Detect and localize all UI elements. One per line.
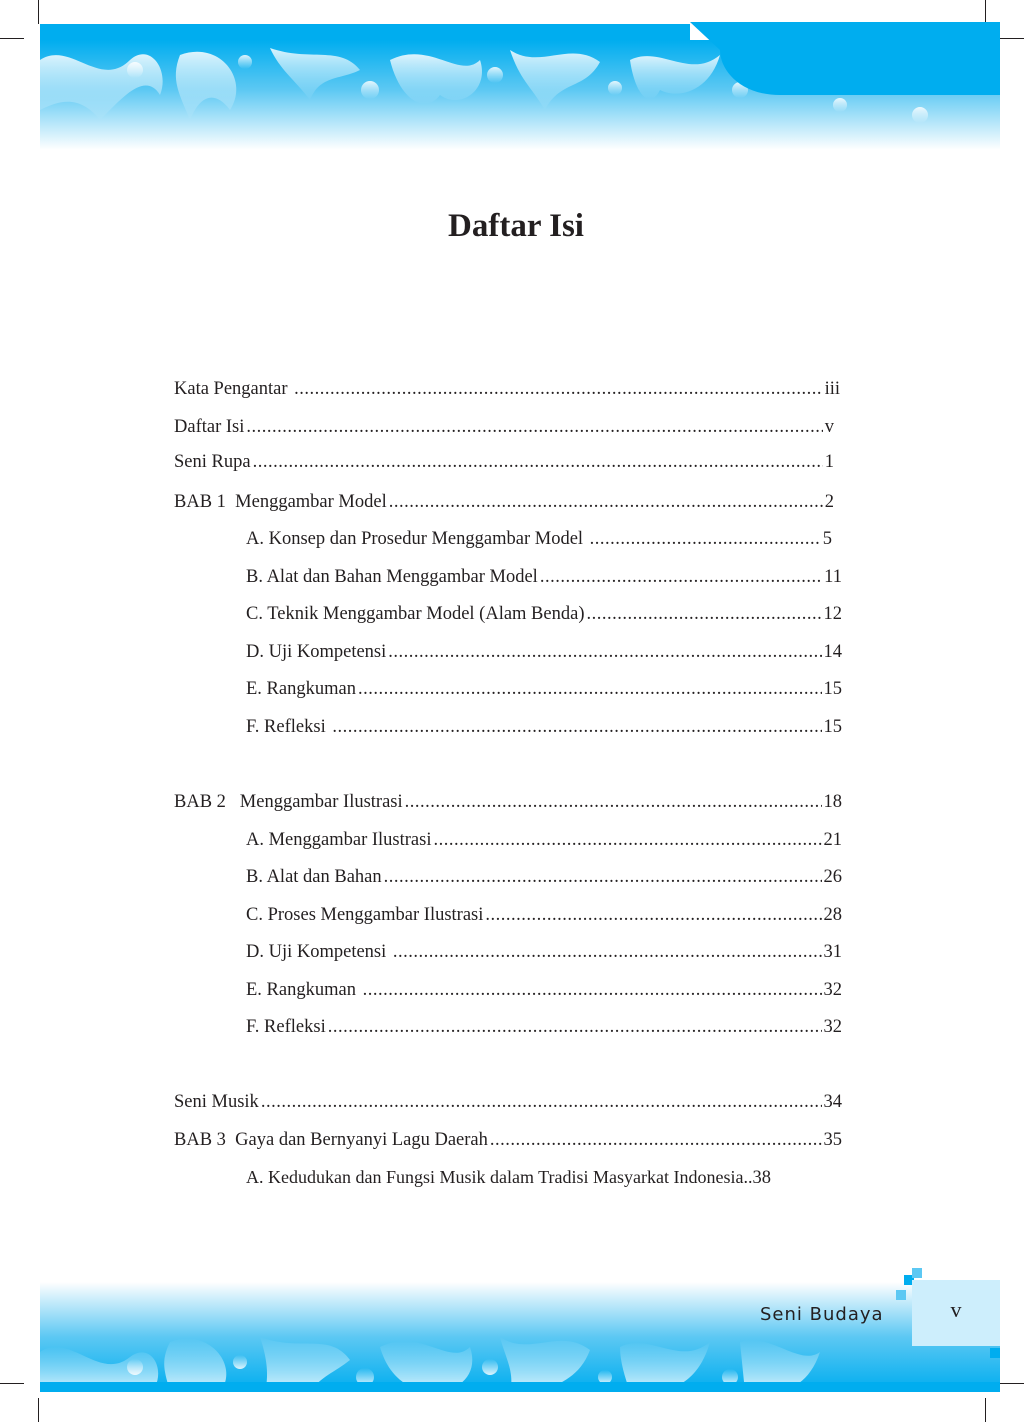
crop-mark [985,1398,986,1422]
toc-entry-label: F. Refleksi [246,1017,326,1037]
toc-entry-page: 34 [823,1092,842,1112]
header-ornament-band [40,0,1000,150]
header-ornament-pattern [40,0,1000,150]
toc-entry [246,640,842,664]
toc-entry [246,565,842,589]
toc-entry [246,865,842,889]
toc-entry-page: 26 [823,867,842,887]
toc-entry-label: Seni Musik [174,1092,259,1112]
toc-leader [363,978,822,1002]
toc-entry-page: 5 [822,529,832,549]
page-number: v [912,1280,1000,1346]
toc-leader [405,790,822,814]
toc-entry-label: Seni Rupa [174,452,251,472]
footer-ornament-pattern [40,1282,1000,1392]
toc-leader [332,715,821,739]
toc-entry-page: iii [824,379,840,399]
crop-mark [0,38,24,39]
toc-entry-label: BAB 1 Menggambar Model [174,492,387,512]
pixel-decoration [990,1348,1000,1358]
toc-entry [246,527,832,551]
pixel-decoration [912,1268,922,1278]
crop-mark [1000,38,1024,39]
toc-leader [358,677,822,701]
crop-mark [38,1398,39,1422]
toc-leader [294,377,822,401]
toc-leader [246,415,822,439]
toc-entry-label: C. Proses Menggambar Ilustrasi [246,905,484,925]
toc-entry [246,903,842,927]
toc-entry-label: A. Konsep dan Prosedur Menggambar Model [246,529,588,549]
toc-entry [246,715,842,739]
toc-entry-page: 21 [823,830,842,850]
toc-entry-label: F. Refleksi [246,717,331,737]
toc-leader [540,565,822,589]
toc-entry [246,940,842,964]
toc-entry-page: 2 [824,492,834,512]
toc-leader [253,450,823,474]
toc-entry-label: Kata Pengantar [174,379,293,399]
toc-leader [261,1090,822,1114]
toc-leader [384,865,822,889]
toc-entry [174,790,842,814]
toc-entry [174,1090,842,1114]
toc-entry-label: D. Uji Kompetensi [246,642,387,662]
toc-entry-page: 32 [823,1017,842,1037]
toc-entry-label: A. Menggambar Ilustrasi [246,830,432,850]
toc-entry-label: D. Uji Kompetensi [246,942,391,962]
toc-entry [174,450,834,474]
crop-mark [1000,1383,1024,1384]
toc-entry [174,377,840,401]
page-title: Daftar Isi [448,208,584,244]
toc-entry-page: 18 [823,792,842,812]
toc-entry-page: 28 [823,905,842,925]
toc-entry-label: Daftar Isi [174,417,245,437]
footer-book-title: Seni Budaya [760,1304,884,1325]
toc-leader [485,903,821,927]
toc-entry-label: BAB 3 Gaya dan Bernyanyi Lagu Daerah [174,1130,488,1150]
toc-entry-page: 12 [823,604,842,624]
pixel-decoration [896,1290,906,1300]
toc-entry-label: C. Teknik Menggambar Model (Alam Benda) [246,604,585,624]
toc-entry [246,1165,842,1190]
toc-entry [174,1128,842,1152]
toc-leader [393,940,822,964]
crop-mark [38,0,39,24]
toc-entry-label: E. Rangkuman [246,679,356,699]
toc-leader [328,1015,822,1039]
toc-leader [433,828,821,852]
toc-entry-page: 32 [823,980,842,1000]
crop-mark [0,1383,24,1384]
toc-entry-label: BAB 2 Menggambar Ilustrasi [174,792,403,812]
toc-entry-page: 38 [752,1168,771,1188]
toc-entry [246,978,842,1002]
toc-leader [590,527,821,551]
toc-entry [246,677,842,701]
toc-entry [246,1015,842,1039]
toc-leader [586,602,821,626]
toc-entry-label: B. Alat dan Bahan Menggambar Model [246,567,538,587]
toc-entry-label: E. Rangkuman [246,980,361,1000]
footer-ornament-band [40,1282,1000,1392]
toc-entry [246,602,842,626]
toc-entry-label: A. Kedudukan dan Fungsi Musik dalam Tradisi Masyarkat Indonesia.. [246,1167,753,1187]
toc-entry-page: 14 [823,642,842,662]
toc-leader [490,1128,822,1152]
toc-entry-page: 1 [824,452,834,472]
toc-leader [389,490,823,514]
toc-entry-page: v [824,417,834,437]
toc-entry-label: B. Alat dan Bahan [246,867,382,887]
toc-entry-page: 15 [823,717,842,737]
toc-entry-page: 35 [823,1130,842,1150]
toc-entry-page: 31 [823,942,842,962]
toc-entry-page: 15 [823,679,842,699]
toc-entry [174,490,834,514]
toc-leader [388,640,821,664]
toc-entry [174,415,834,439]
toc-entry [246,828,842,852]
toc-entry-page: 11 [824,567,842,587]
